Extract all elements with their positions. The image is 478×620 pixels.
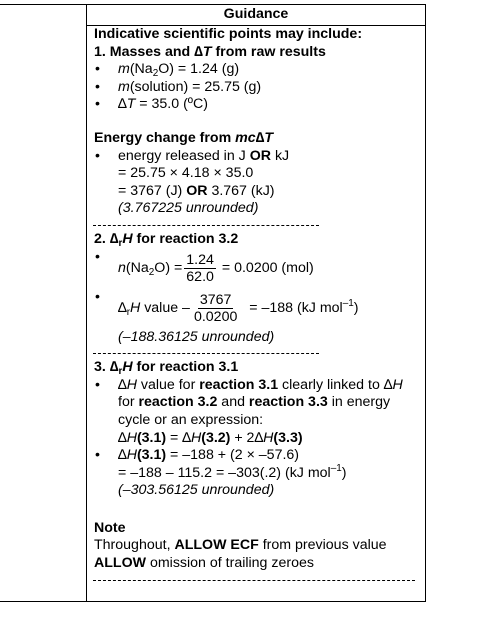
- section-divider: [93, 580, 415, 581]
- list-item: • $m(Na_2O) = 1.24$ (g): [94, 61, 424, 79]
- note-line-2: ALLOW omission of trailing zeroes: [94, 555, 314, 572]
- energy-unrounded: (3.767225 unrounded): [118, 200, 259, 217]
- cycle-expression: ∆H(3.1) = ∆H(3.2) + 2∆H(3.3): [118, 429, 303, 446]
- enthalpy-unrounded: (–188.36125 unrounded): [118, 328, 275, 345]
- final-result: = –188 – 115.2 = –303(.2) (kJ mol$^{-1}$): [118, 462, 347, 481]
- note-line-1: Throughout, ALLOW ECF from previous value: [94, 537, 387, 554]
- section-1-title: 1. Masses and ∆T from raw results: [94, 43, 326, 60]
- energy-calc-line: = 25.75 × 4.18 × 35.0: [118, 165, 254, 182]
- guidance-header: Guidance: [223, 6, 289, 22]
- note-title: Note: [94, 519, 126, 536]
- guidance-content: [94, 26, 424, 586]
- column-divider: [86, 4, 87, 601]
- energy-result-line: = 3767 (J) OR 3.767 (kJ): [118, 182, 275, 199]
- list-item: • ∆T = 35.0 (ºC): [94, 96, 424, 114]
- enthalpy-fraction: $\frac{3767}{0.0200}$: [193, 292, 238, 326]
- enthalpy-calc: • $\Delta_rH$ value – $\frac{3767}{0.0200}$ = –188 (kJ mol$^{-1}$): [94, 289, 424, 329]
- list-item: • m(solution) = 25.75 (g): [94, 79, 424, 97]
- moles-fraction: $\frac{1.24}{62.0}$: [186, 252, 214, 286]
- intro-heading: Indicative scientific points may include:: [94, 26, 363, 42]
- list-item: • ∆H(3.1) = –188 + (2 × –57.6): [94, 447, 424, 465]
- list-item: • ∆H value for reaction 3.1 clearly linked to ∆H: [94, 377, 424, 395]
- list-item: • energy released in J OR kJ: [94, 148, 424, 166]
- section-3-title: 3. $\Delta_rH$ for reaction 3.1: [94, 359, 239, 378]
- energy-change-title: Energy change from mc∆T: [94, 129, 273, 146]
- section-divider: [93, 225, 319, 226]
- list-item-cont: cycle or an expression:: [118, 411, 264, 428]
- list-item-cont: for reaction 3.2 and reaction 3.3 in energy: [118, 394, 391, 411]
- section-divider: [93, 353, 319, 354]
- moles-calc: • $n(Na_2O)$ = $\frac{1.24}{62.0}$ = 0.0200 (mol): [94, 249, 424, 289]
- final-unrounded: (–303.56125 unrounded): [118, 482, 275, 499]
- section-2-title: 2. $\Delta_rH$ for reaction 3.2: [94, 230, 239, 249]
